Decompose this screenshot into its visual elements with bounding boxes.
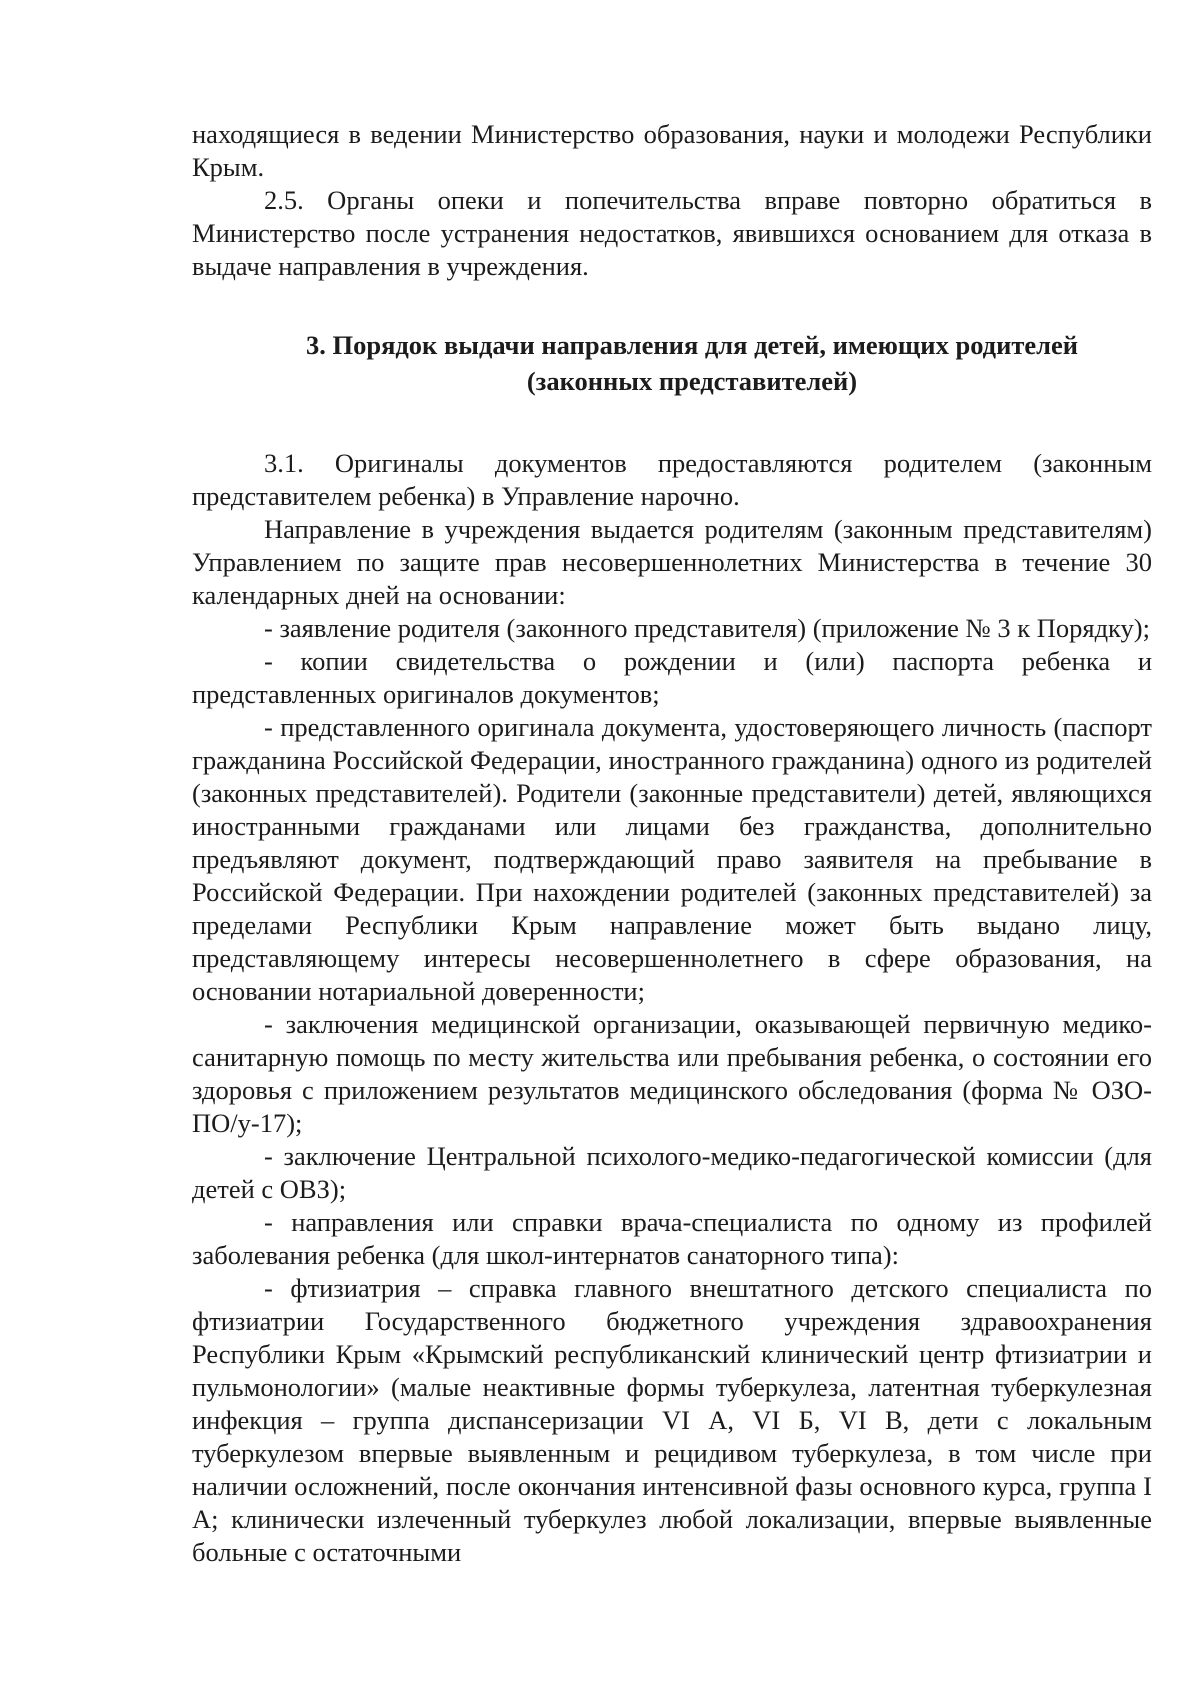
list-item-pmpk-conclusion: - заключение Центральной психолого-медико-педагогической комиссии (для детей с ОВЗ); <box>192 1141 1152 1204</box>
list-item-phthisiatry: - фтизиатрия – справка главного внештатного детского специалиста по фтизиатрии Государственного бюджетного учреждения здравоохранения Республики Крым «Крымский республиканский клинический центр фтизиатрии и пульмонологии» (малые неактивные формы туберкулеза, латентная туберкулезная инфекция – группа диспансеризации VI А, VI Б, VI В, дети с локальным туберкулезом впервые выявленным и рецидивом туберкулеза, в том числе при наличии осложнений, после окончания интенсивной фазы основного курса, группа I А; клинически излеченный туберкулез любой локализации, впервые выявленные больные с остаточными <box>192 1273 1152 1567</box>
section-3-heading-line-1: 3. Порядок выдачи направления для детей, имеющих родителей <box>305 330 1079 360</box>
paragraph-3-1: 3.1. Оригиналы документов предоставляются родителем (законным представителем ребенка) в Управление нарочно. <box>192 448 1152 511</box>
paragraph-continuation: находящиеся в ведении Министерство образования, науки и молодежи Республики Крым. <box>192 119 1152 182</box>
list-item-birth-certificate: - копии свидетельства о рождении и (или) паспорта ребенка и представленных оригиналов документов; <box>192 646 1152 709</box>
section-3-heading-line-2: (законных представителей) <box>526 366 858 396</box>
list-item-medical-conclusion: - заключения медицинской организации, оказывающей первичную медико-санитарную помощь по месту жительства или пребывания ребенка, о состоянии его здоровья с приложением результатов медицинского обследования (форма № ОЗО-ПО/у-17); <box>192 1009 1152 1138</box>
list-item-application: - заявление родителя (законного представителя) (приложение № 3 к Порядку); <box>264 613 1150 643</box>
list-item-identity-document: - представленного оригинала документа, удостоверяющего личность (паспорт гражданина Российской Федерации, иностранного гражданина) одного из родителей (законных представителей). Родители (законные представители) детей, являющихся иностранными гражданами или лицами без гражданства, дополнительно предъявляют документ, подтверждающий право заявителя на пребывание в Российской Федерации. При нахождении родителей (законных представителей) за пределами Республики Крым направление может быть выдано лицу, представляющему интересы несовершеннолетнего в сфере образования, на основании нотариальной доверенности; <box>192 712 1152 1006</box>
document-body <box>192 118 1152 1569</box>
list-item-specialist-referral: - направления или справки врача-специалиста по одному из профилей заболевания ребенка (для школ-интернатов санаторного типа): <box>192 1207 1152 1270</box>
section-3-heading <box>192 327 1152 399</box>
paragraph-2-5: 2.5. Органы опеки и попечительства вправе повторно обратиться в Министерство после устранения недостатков, явившихся основанием для отказа в выдаче направления в учреждения. <box>192 185 1152 281</box>
paragraph-issuance: Направление в учреждения выдается родителям (законным представителям) Управлением по защите прав несовершеннолетних Министерства в течение 30 календарных дней на основании: <box>192 514 1152 610</box>
